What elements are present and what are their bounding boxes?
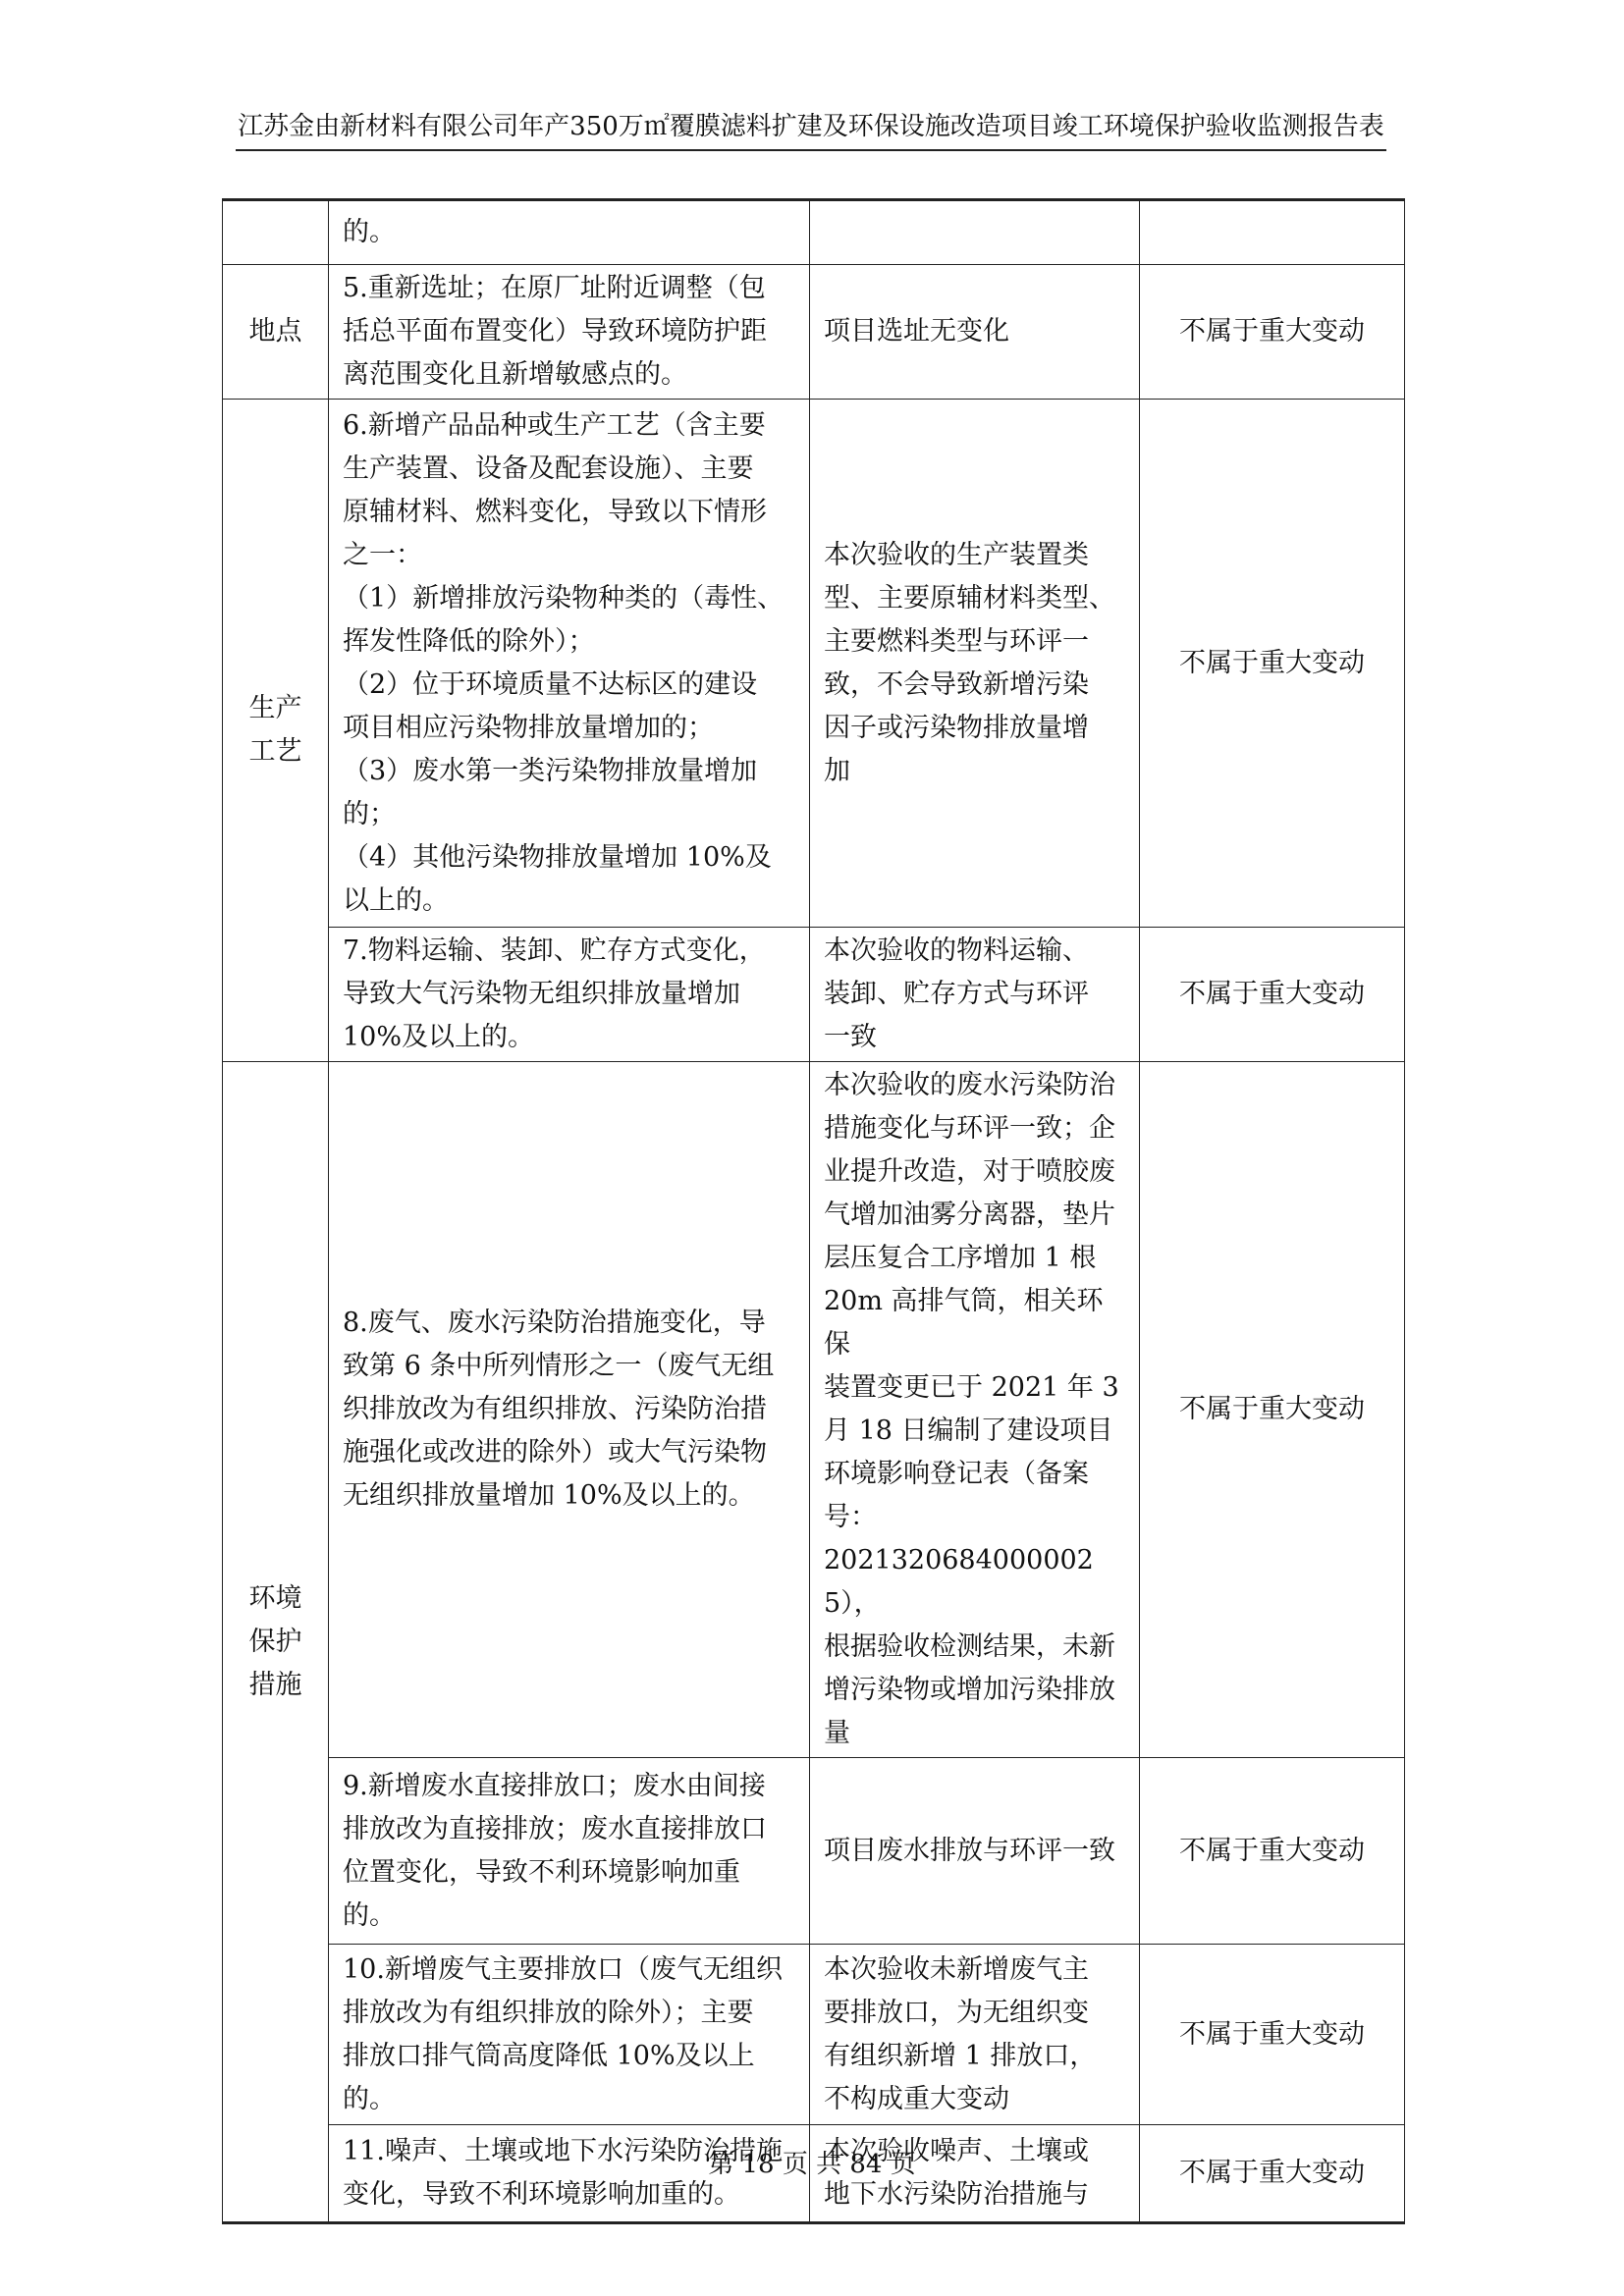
category-cell (223, 265, 329, 400)
cell-line: 11.噪声、土壤或地下水污染防治措施 (343, 2136, 783, 2166)
cell-line: 气增加油雾分离器，垫片 (824, 1200, 1115, 1230)
category-cell (223, 200, 329, 265)
result-cell: 不属于重大变动 (1140, 1945, 1405, 2125)
cell-line: 10.新增废气主要排放口（废气无组织 (343, 1953, 783, 1985)
cell-line: 增污染物或增加污染排放 (824, 1675, 1115, 1705)
cell-line: 措施 (248, 1669, 302, 1700)
cell-line: 挥发性降低的除外）； (343, 625, 595, 657)
result-cell: 不属于重大变动 (1140, 265, 1405, 400)
cell-line: （4）其他污染物排放量增加 10%及 (343, 841, 772, 873)
cell-line: 量 (824, 1718, 850, 1748)
cell-line: 装置变更已于 2021 年 3 (824, 1372, 1119, 1403)
cell-line: 织排放改为有组织排放、污染防治措 (343, 1394, 767, 1424)
cell-line: 离范围变化且新增敏感点的。 (343, 359, 687, 390)
actual-cell (810, 1758, 1140, 1945)
result-cell: 不属于重大变动 (1140, 928, 1405, 1062)
category-cell (223, 1062, 329, 2223)
cell-line: 以上的。 (343, 884, 449, 916)
cell-line: 项目相应污染物排放量增加的； (343, 712, 714, 743)
cell-line: （1）新增排放污染物种类的（毒性、 (343, 582, 785, 614)
result-cell: 不属于重大变动 (1140, 1062, 1405, 1758)
header-rule (236, 149, 1386, 151)
cell-line: 无组织排放量增加 10%及以上的。 (343, 1480, 755, 1511)
category-cell (223, 400, 329, 1062)
cell-line: 6.新增产品品种或生产工艺（含主要 (343, 409, 766, 441)
criteria-cell (329, 1062, 810, 1758)
table-row (223, 265, 1405, 400)
cell-line: 变化，导致不利环境影响加重的。 (343, 2179, 740, 2210)
cell-line: 一致 (824, 1022, 877, 1052)
cell-line: 原辅材料、燃料变化，导致以下情形 (343, 496, 767, 527)
cell-line: 排放改为直接排放；废水直接排放口 (343, 1813, 767, 1844)
actual-cell (810, 1945, 1140, 2125)
cell-line: 地点 (248, 316, 302, 347)
actual-cell (810, 928, 1140, 1062)
table-row (223, 1758, 1405, 1945)
cell-line: 工艺 (248, 736, 302, 767)
page-header: 江苏金由新材料有限公司年产350万㎡覆膜滤料扩建及环保设施改造项目竣工环境保护验收监测报告表 (238, 112, 1384, 141)
cell-line: 本次验收未新增废气主 (824, 1953, 1089, 1985)
cell-line: 措施变化与环评一致；企 (824, 1113, 1115, 1144)
cell-line: 型、主要原辅材料类型、 (824, 582, 1115, 614)
criteria-cell (329, 928, 810, 1062)
cell-line: 致第 6 条中所列情形之一（废气无组 (343, 1351, 775, 1381)
table-row (223, 200, 1405, 265)
page-footer (0, 2148, 1624, 2181)
cell-line: 8.废气、废水污染防治措施变化，导 (343, 1308, 766, 1338)
cell-line: 本次验收噪声、土壤或 (824, 2136, 1089, 2166)
cell-line: 环境 (248, 1582, 302, 1614)
cell-line: 生产 (248, 693, 302, 723)
cell-line: 月 18 日编制了建设项目 (824, 1415, 1113, 1446)
actual-cell (810, 400, 1140, 928)
cell-line: 因子或污染物排放量增 (824, 712, 1089, 743)
table-row (223, 1062, 1405, 1758)
cell-line: 5.重新选址；在原厂址附近调整（包 (343, 273, 766, 303)
actual-cell (810, 265, 1140, 400)
change-assessment-table (222, 198, 1405, 2224)
result-cell: 不属于重大变动 (1140, 2125, 1405, 2223)
cell-line: 本次验收的生产装置类 (824, 539, 1089, 570)
cell-line: 20m 高排气筒，相关环保 (824, 1286, 1104, 1360)
actual-cell (810, 200, 1140, 265)
result-cell: 不属于重大变动 (1140, 1758, 1405, 1945)
result-cell (1140, 200, 1405, 265)
cell-line: 7.物料运输、装卸、贮存方式变化， (343, 935, 766, 966)
criteria-cell (329, 400, 810, 928)
cell-line: 排放改为有组织排放的除外）；主要 (343, 1997, 754, 2028)
cell-line: 括总平面布置变化）导致环境防护距 (343, 316, 767, 347)
cell-line: （2）位于环境质量不达标区的建设 (343, 668, 758, 700)
table-row (223, 928, 1405, 1062)
cell-line: 的。 (343, 217, 396, 247)
cell-line: 项目选址无变化 (824, 316, 1009, 347)
cell-line: 加 (824, 755, 850, 786)
criteria-cell (329, 265, 810, 400)
cell-line: 保护 (248, 1626, 302, 1657)
cell-line: 致，不会导致新增污染 (824, 668, 1089, 700)
cell-line: 业提升改造，对于喷胶废 (824, 1156, 1115, 1187)
cell-line: 本次验收的废水污染防治 (824, 1070, 1115, 1100)
cell-line: 生产装置、设备及配套设施）、主要 (343, 453, 754, 484)
cell-line: 环境影响登记表（备案号： (824, 1459, 1089, 1532)
cell-line: 的。 (343, 1899, 396, 1931)
criteria-cell (329, 1758, 810, 1945)
cell-line: 层压复合工序增加 1 根 (824, 1243, 1097, 1273)
cell-line: 的。 (343, 2083, 396, 2114)
result-cell: 不属于重大变动 (1140, 400, 1405, 928)
cell-line: 地下水污染防治措施与 (824, 2179, 1089, 2210)
cell-line: 根据验收检测结果，未新 (824, 1631, 1115, 1662)
criteria-cell (329, 200, 810, 265)
cell-line: 施强化或改进的除外）或大气污染物 (343, 1437, 767, 1468)
criteria-cell (329, 1945, 810, 2125)
cell-line: 10%及以上的。 (343, 1022, 535, 1052)
cell-line: 装卸、贮存方式与环评 (824, 979, 1089, 1009)
cell-line: 之一： (343, 539, 422, 570)
cell-line: 的； (343, 798, 396, 829)
table-row (223, 400, 1405, 928)
cell-line: 有组织新增 1 排放口， (824, 2040, 1097, 2071)
cell-line: 位置变化，导致不利环境影响加重 (343, 1856, 740, 1888)
table-row (223, 1945, 1405, 2125)
actual-cell (810, 1062, 1140, 1758)
cell-line: 要排放口，为无组织变 (824, 1997, 1089, 2028)
cell-line: 排放口排气筒高度降低 10%及以上 (343, 2040, 755, 2071)
cell-line: 不构成重大变动 (824, 2083, 1009, 2114)
cell-line: 9.新增废水直接排放口；废水由间接 (343, 1770, 766, 1801)
page-number: 第 18 页 共 84 页 (708, 2150, 916, 2179)
cell-line: 导致大气污染物无组织排放量增加 (343, 979, 740, 1009)
cell-line: 20213206840000025）， (824, 1545, 1094, 1619)
cell-line: 本次验收的物料运输、 (824, 935, 1089, 966)
cell-line: （3）废水第一类污染物排放量增加 (343, 755, 758, 786)
cell-line: 项目废水排放与环评一致 (824, 1835, 1115, 1866)
cell-line: 主要燃料类型与环评一 (824, 625, 1089, 657)
